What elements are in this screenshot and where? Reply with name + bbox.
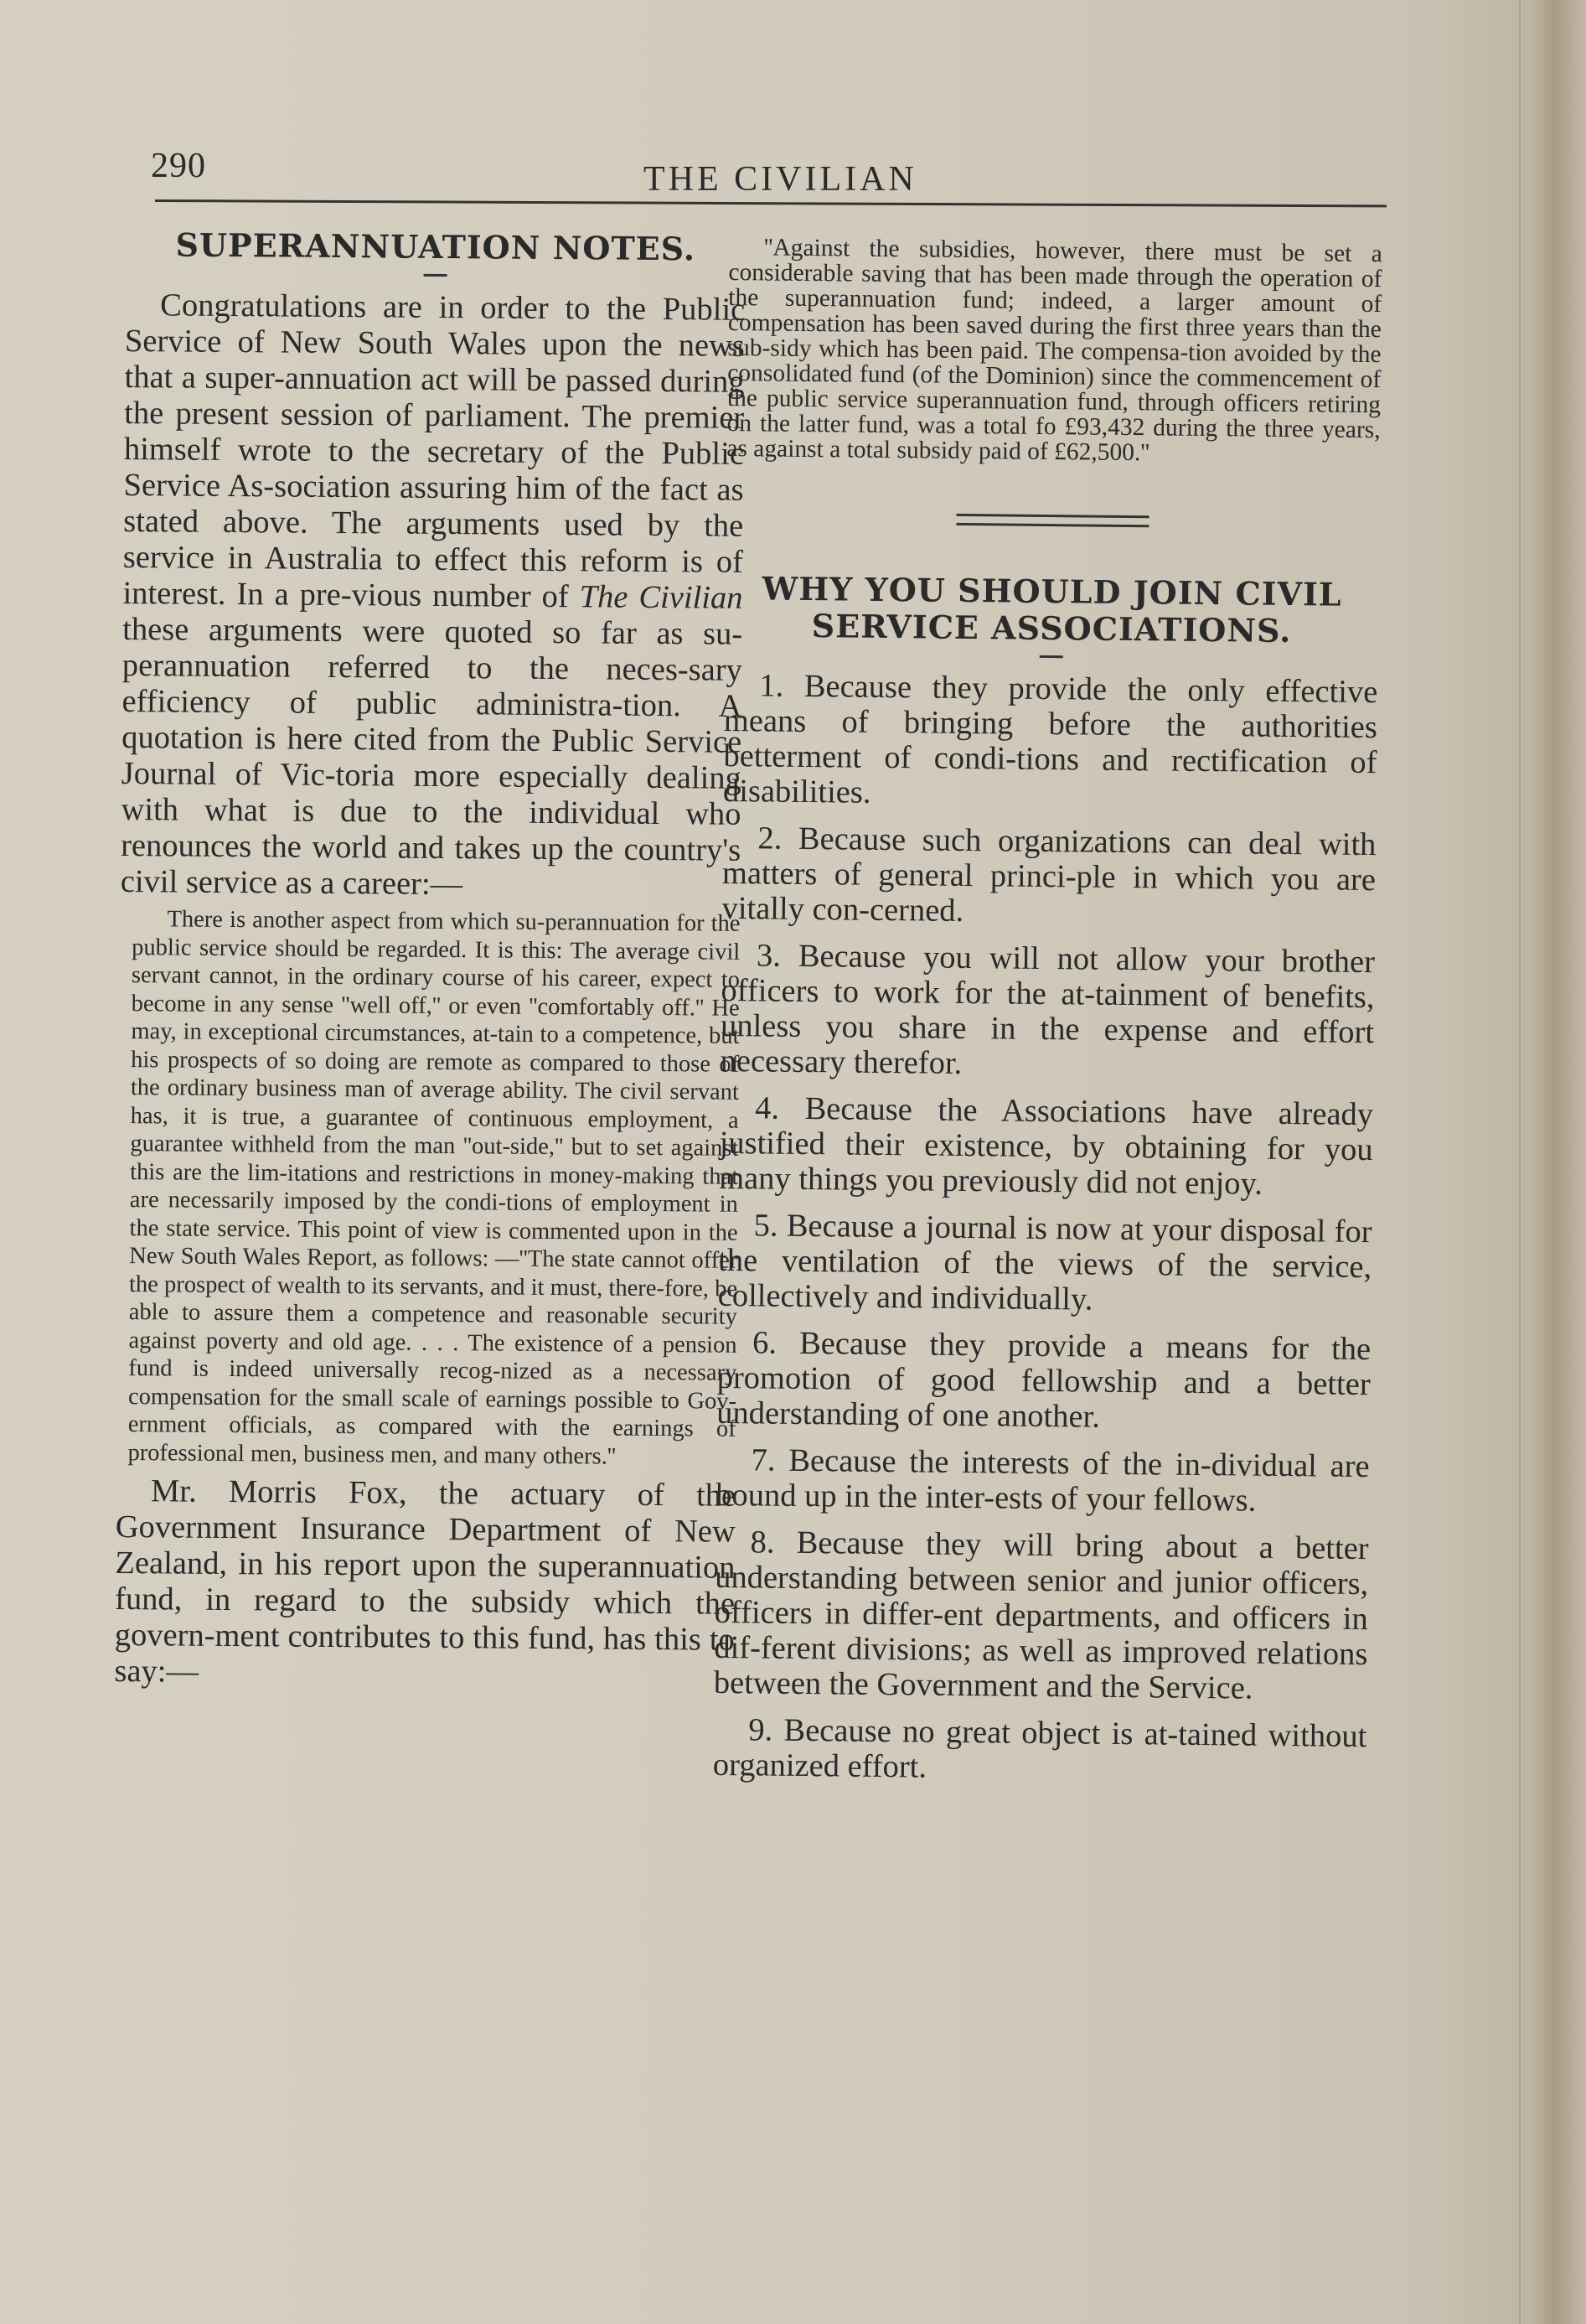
page-fold-line [1519, 0, 1521, 2324]
block-quote: There is another aspect from which su-perannuation for the public service should be regarded. It is this: The average civil servant cannot, in the ordinary course of his career, expect to become in any sense ''well off,'' or even ''comfortably off.'' He may, in exceptional circumstances, at-tain to a competence, but his prospects of so doing are remote as compared to those of the ordinary business man of average ability. The civil servant has, it is true, a guarantee of continuous employment, a guarantee withheld from the man ''out-side,'' but to set against this are the lim-itations and restrictions in money-making that are necessarily imposed by the condi-tions of employment in the state service. This point of view is commented upon in the New South Wales Report, as follows: —''The state cannot offer the prospect of wealth to its servants, and it must, there-fore, be able to assure them a competence and reasonable security against poverty and old age. . . . The existence of a pension fund is indeed universally recog-nized as a necessary compensation for the small scale of earnings possible to Gov-ernment officials, as compared with the earnings of professional men, business men, and many others.'' [127, 906, 741, 1470]
reasons-list [713, 668, 1378, 1789]
left-column [114, 225, 746, 1690]
page-header [151, 141, 1391, 208]
title-dash [424, 274, 447, 277]
title-dash [1040, 655, 1063, 658]
block-quote: ''Against the subsidies, however, there must be set a considerable saving that has been made through the operation of the superannuation fund; indeed, a larger amount of compensation has been saved during the first three years than the sub-sidy which has been paid. The compensa-tion avoided by the consolidated fund (of the Dominion) since the commencement of the public service superannuation fund, through officers retiring on the latter fund, was a total fo £93,432 during the three years, as against a total subsidy paid of £62,500.'' [726, 234, 1382, 467]
running-title: THE CIVILIAN [643, 160, 917, 199]
list-item: 2. Because such organizations can deal with matters of general princi-ple in which you are vitally con-cerned. [721, 820, 1377, 929]
article-title-associations: WHY YOU SHOULD JOIN CIVIL SERVICE ASSOCIATIONS. [762, 569, 1342, 650]
page-number: 290 [151, 147, 206, 185]
section-divider [956, 514, 1149, 527]
list-item: 6. Because they provide a means for the promotion of good fellowship and a better understanding of one another. [716, 1325, 1372, 1435]
list-item: 7. Because the interests of the in-dividual are bound up in the inter-ests of your fellows. [716, 1442, 1370, 1519]
list-item: 4. Because the Associations have already justified their existence, by obtaining for you many things you previously did not enjoy. [718, 1090, 1374, 1202]
binding-spine [1527, 0, 1586, 2324]
list-item: 5. Because a journal is now at your disposal for the ventilation of the views of the service, collectively and individually. [717, 1208, 1372, 1317]
publication-name: The Civilian [579, 579, 743, 616]
list-item: 3. Because you will not allow your brother officers to work for the at-tainment of benefits, unless you share in the expense and effort necessary therefor. [720, 938, 1376, 1081]
article-paragraph: Mr. Morris Fox, the actuary of the Government Insurance Department of New Zealand, in his report upon the superannuation fund, in regard to the subsidy which the govern-ment contributes to this fund, has this to say:— [114, 1473, 736, 1690]
list-item: 1. Because they provide the only effective means of bringing before the authorities betterment of condi-tions and rectification of disabilities. [722, 668, 1378, 810]
right-column [712, 226, 1382, 1785]
list-item: 8. Because they will bring about a better understanding between senior and junior officers, officers in differ-ent departments, and officers in dif-ferent divisions; as well as improved relations between the Government and the Service. [713, 1524, 1369, 1706]
list-item: 9. Because no great object is at-tained without organized effort. [712, 1712, 1367, 1785]
article-title-superannuation: SUPERANNUATION NOTES. [175, 225, 696, 268]
article-paragraph: Congratulations are in order to the Public Service of New South Wales upon the news that a super-annuation act will be passed during the present session of parliament. The premier himself wrote to the secretary of the Public Service As-sociation assuring him of the fact as stated above. The arguments used by the service in Australia to effect this reform is of interest. In a pre-vious number of The Civilian these arguments were quoted so far as su-perannuation referred to the neces-sary efficiency of public administra-tion. A quotation is here cited from the Public Service Journal of Vic-toria more especially dealing with what is due to the individual who renounces the world and takes up the country's civil service as a career:— [120, 287, 746, 903]
